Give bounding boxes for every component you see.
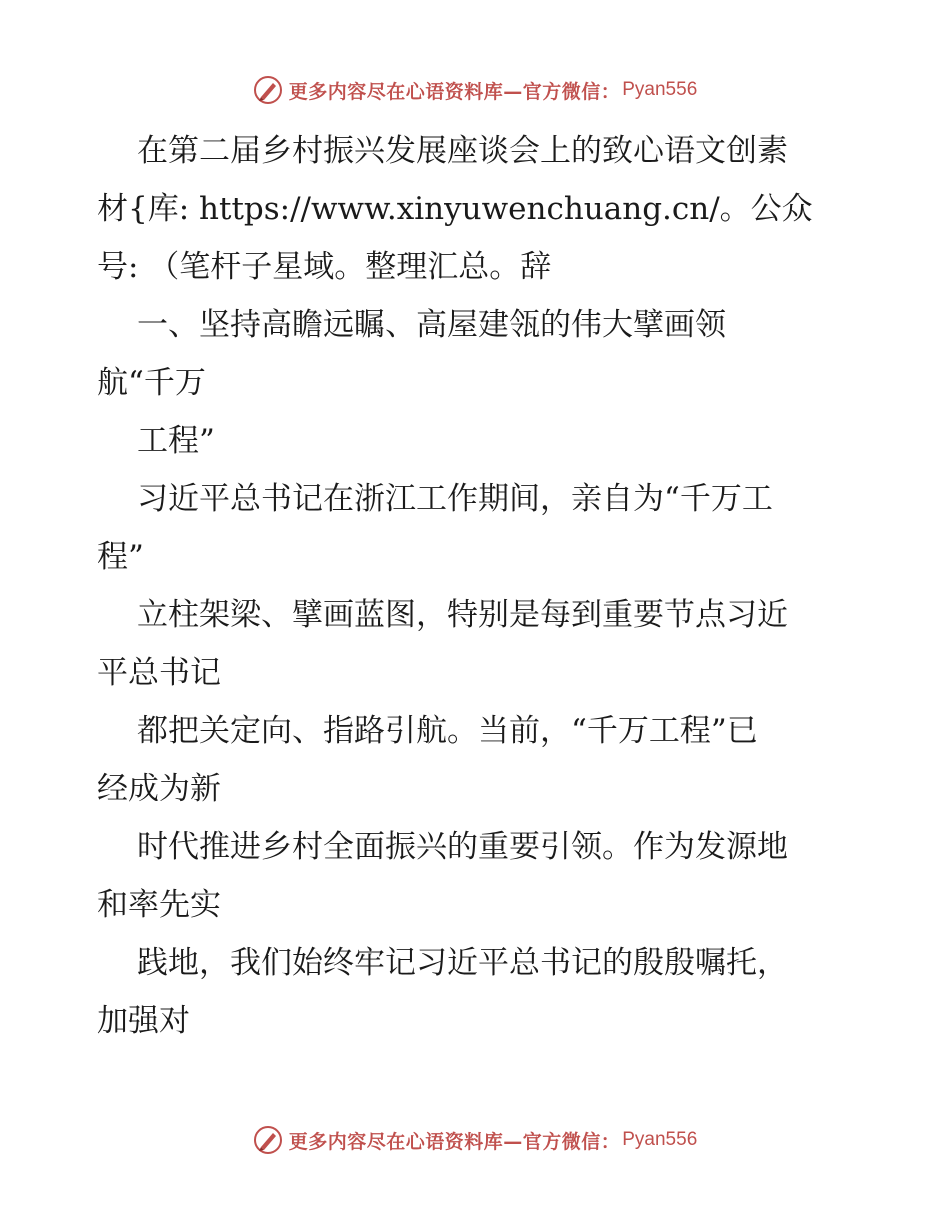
text-line: 时代推进乡村全面振兴的重要引领。作为发源地 <box>137 829 788 865</box>
text-line: 号: （笔杆子星域。整理汇总。辞 <box>97 249 552 285</box>
text-line: 践地，我们始终牢记习近平总书记的殷殷嘱托， <box>137 945 788 981</box>
text-line: 一、坚持高瞻远瞩、高屋建瓴的伟大擘画领 <box>137 307 726 343</box>
text-line: 航“千万 <box>97 365 206 401</box>
text-line: 材{库: https://www.xinyuwenchuang.cn/。公众 <box>97 191 813 227</box>
text-line: 程” <box>97 539 144 575</box>
watermark-handle: Pyan556 <box>622 1129 698 1150</box>
document-body <box>97 122 857 1050</box>
text-line: 习近平总书记在浙江工作期间，亲自为“千万工 <box>137 481 773 517</box>
pen-logo-icon <box>253 75 283 105</box>
text-line: 平总书记 <box>97 655 221 691</box>
text-line: 都把关定向、指路引航。当前，“千万工程”已 <box>137 713 758 749</box>
text-line: 和率先实 <box>97 887 221 923</box>
header-watermark <box>0 70 950 110</box>
footer-watermark <box>0 1120 950 1160</box>
text-line: 经成为新 <box>97 771 221 807</box>
text-line: 工程” <box>137 423 215 459</box>
watermark-text: 更多内容尽在心语资料库—官方微信： <box>288 80 621 103</box>
watermark-handle: Pyan556 <box>622 79 698 100</box>
text-line: 立柱架梁、擘画蓝图，特别是每到重要节点习近 <box>137 597 788 633</box>
text-line: 加强对 <box>97 1003 190 1039</box>
pen-logo-icon <box>253 1125 283 1155</box>
watermark-text: 更多内容尽在心语资料库—官方微信： <box>288 1130 621 1153</box>
text-line: 在第二届乡村振兴发展座谈会上的致心语文创素 <box>137 133 788 169</box>
